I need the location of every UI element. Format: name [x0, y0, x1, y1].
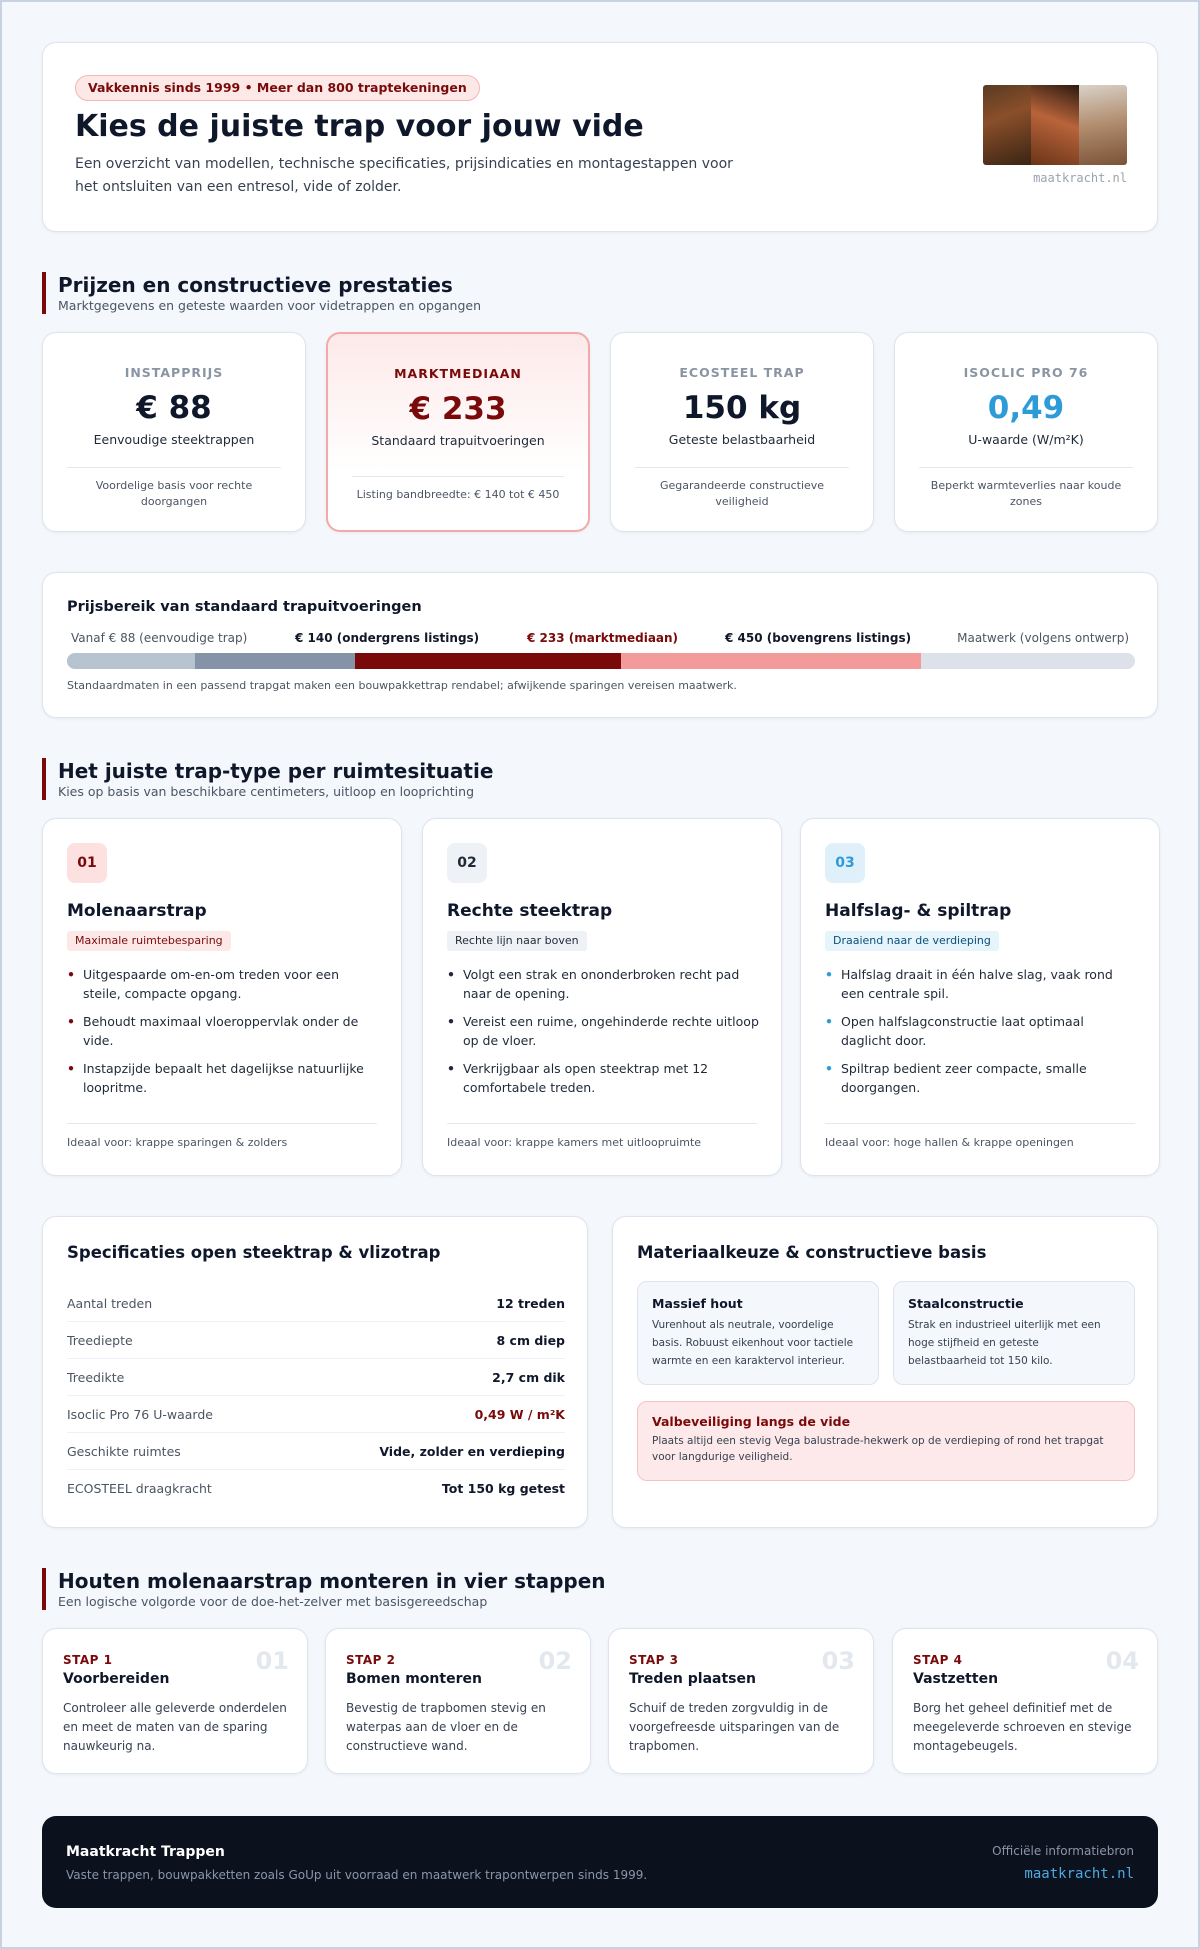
price-range-bar	[67, 653, 1135, 669]
type-title: Halfslag- & spiltrap	[825, 901, 1012, 921]
spec-value: Vide, zolder en verdieping	[379, 1443, 565, 1459]
stat-card-isoclic	[894, 332, 1158, 532]
hero-card	[42, 42, 1158, 232]
stat-caption: Eenvoudige steektrappen	[93, 432, 255, 447]
step-title: Voorbereiden	[63, 1671, 170, 1687]
warning-description: Plaats altijd een stevig Vega balustrade-hekwerk op de verdieping of rond het trapgat voor langdurige veiligheid.	[652, 1435, 1104, 1463]
step-description: Bevestig de trapbomen stevig en waterpas aan de vloer en de constructieve wand.	[346, 1701, 546, 1753]
stat-caption: Standaard trapuitvoeringen	[371, 433, 545, 448]
type-bullet-list	[447, 965, 759, 1106]
range-segment-lower	[195, 653, 355, 669]
step-title: Vastzetten	[913, 1671, 999, 1687]
type-ideal-for: Ideaal voor: krappe kamers met uitloopruimte	[447, 1136, 702, 1149]
list-item: • Volgt een strak en ononderbroken recht pad naar de opening.	[447, 965, 759, 1003]
list-item: • Uitgespaarde om-en-om treden voor een steile, compacte opgang.	[67, 965, 379, 1003]
spec-key: Aantal treden	[67, 1295, 153, 1311]
range-label-custom: Maatwerk (volgens ontwerp)	[957, 631, 1129, 645]
list-item: • Halfslag draait in één halve slag, vaak rond een centrale spil.	[825, 965, 1137, 1003]
type-title: Molenaarstrap	[67, 901, 207, 921]
stat-value: 0,49	[987, 390, 1065, 426]
divider	[352, 476, 564, 477]
type-ideal-for: Ideaal voor: krappe sparingen & zolders	[67, 1136, 288, 1149]
divider	[447, 1123, 757, 1124]
section-heading-types	[42, 758, 493, 800]
stat-note: Listing bandbreedte: € 140 tot € 450	[356, 488, 560, 501]
stat-label: ISOCLIC PRO 76	[963, 365, 1089, 380]
type-card-halfslag-spiltrap	[800, 818, 1160, 1176]
stairs-photo-panel	[983, 85, 1031, 165]
stat-note: Beperkt warmteverlies naar koude zones	[930, 479, 1122, 508]
type-title: Rechte steektrap	[447, 901, 613, 921]
table-row	[67, 1285, 565, 1322]
step-card-1	[42, 1628, 308, 1774]
table-row	[67, 1359, 565, 1396]
section-title: Prijzen en constructieve prestaties	[58, 273, 453, 297]
step-title: Treden plaatsen	[629, 1671, 756, 1687]
divider	[67, 467, 281, 468]
range-label-median: € 233 (marktmediaan)	[527, 631, 679, 645]
stat-value: € 233	[409, 391, 507, 427]
material-description: Strak en industrieel uiterlijk met een hoge stijfheid en geteste belastbaarheid tot 150 kilo.	[908, 1319, 1101, 1367]
type-tag: Draaiend naar de verdieping	[825, 931, 999, 951]
type-tag: Rechte lijn naar boven	[447, 931, 587, 951]
step-number: 02	[538, 1647, 572, 1675]
range-segment-entry	[67, 653, 195, 669]
spec-key: ECOSTEEL draagkracht	[67, 1481, 212, 1496]
hero-badge: Vakkennis sinds 1999 • Meer dan 800 traptekeningen	[75, 75, 480, 101]
step-card-3	[608, 1628, 874, 1774]
footer-brand: Maatkracht Trappen	[66, 1844, 225, 1860]
step-label: STAP 4	[913, 1653, 963, 1667]
specifications-table	[67, 1285, 565, 1507]
section-heading-prices	[42, 272, 481, 314]
stat-card-market-median	[326, 332, 590, 532]
step-label: STAP 3	[629, 1653, 679, 1667]
spec-key: Geschikte ruimtes	[67, 1443, 181, 1459]
stairs-photo	[983, 85, 1127, 165]
spec-key: Treediepte	[67, 1332, 133, 1348]
divider	[919, 467, 1133, 468]
price-range-card	[42, 572, 1158, 718]
hero-description: Een overzicht van modellen, technische specificaties, prijsindicaties en montagestappen voor het ontsluiten van een entresol, vide of zolder.	[75, 156, 733, 195]
warning-title: Valbeveiliging langs de vide	[652, 1414, 851, 1429]
step-number: 03	[821, 1647, 855, 1675]
stairs-photo-panel	[1079, 85, 1127, 165]
page-title: Kies de juiste trap voor jouw vide	[75, 109, 644, 144]
list-item: • Spiltrap bedient zeer compacte, smalle doorgangen.	[825, 1059, 1137, 1097]
table-row	[67, 1470, 565, 1507]
type-tag: Maximale ruimtebesparing	[67, 931, 231, 951]
step-title: Bomen monteren	[346, 1671, 482, 1687]
stat-note: Gegarandeerde constructieve veiligheid	[659, 479, 825, 508]
specifications-title: Specificaties open steektrap & vlizotrap	[67, 1243, 441, 1262]
stat-card-ecosteel	[610, 332, 874, 532]
type-number-badge: 03	[825, 843, 865, 883]
stat-caption: Geteste belastbaarheid	[668, 432, 816, 447]
step-number: 01	[255, 1647, 289, 1675]
spec-value: Tot 150 kg getest	[441, 1481, 565, 1496]
range-label-lower: € 140 (ondergrens listings)	[295, 631, 480, 645]
type-bullet-list	[825, 965, 1137, 1106]
list-item: • Verkrijgbaar als open steektrap met 12 comfortabele treden.	[447, 1059, 759, 1097]
material-solid-wood	[637, 1281, 879, 1385]
footer	[42, 1816, 1158, 1908]
stairs-photo-panel	[1031, 85, 1079, 165]
divider	[67, 1123, 377, 1124]
stat-value: 150 kg	[682, 390, 802, 426]
range-label-upper: € 450 (bovengrens listings)	[725, 631, 912, 645]
footer-description: Vaste trappen, bouwpakketten zoals GoUp uit voorraad en maatwerk trapontwerpen sinds 1999.	[66, 1868, 648, 1882]
list-item: • Behoudt maximaal vloeroppervlak onder de vide.	[67, 1012, 379, 1050]
table-row	[67, 1396, 565, 1433]
section-heading-steps	[42, 1568, 606, 1610]
type-number-badge: 02	[447, 843, 487, 883]
materials-card	[612, 1216, 1158, 1528]
range-title: Prijsbereik van standaard trapuitvoeringen	[67, 599, 422, 615]
step-description: Controleer alle geleverde onderdelen en meet de maten van de sparing nauwkeurig na.	[63, 1701, 287, 1753]
spec-value: 2,7 cm dik	[492, 1369, 565, 1385]
stat-caption: U-waarde (W/m²K)	[968, 432, 1084, 447]
footer-source-label: Officiële informatiebron	[992, 1844, 1134, 1858]
spec-key: Treedikte	[67, 1369, 125, 1385]
specifications-card	[42, 1216, 588, 1528]
divider	[825, 1123, 1135, 1124]
step-card-4	[892, 1628, 1158, 1774]
range-segment-median	[355, 653, 621, 669]
table-row	[67, 1433, 565, 1470]
list-item: • Instapzijde bepaalt het dagelijkse natuurlijke loopritme.	[67, 1059, 379, 1097]
footer-website-link[interactable]: maatkracht.nl	[1024, 1866, 1134, 1882]
stat-card-entry-price	[42, 332, 306, 532]
step-card-2	[325, 1628, 591, 1774]
hero-domain: maatkracht.nl	[1033, 171, 1127, 185]
material-description: Vurenhout als neutrale, voordelige basis. Robuust eikenhout voor tactiele warmte en een karaktervol interieur.	[652, 1319, 854, 1367]
materials-title: Materiaalkeuze & constructieve basis	[637, 1243, 987, 1262]
step-number: 04	[1105, 1647, 1139, 1675]
section-subtitle: Kies op basis van beschikbare centimeters, uitloop en looprichting	[58, 784, 475, 799]
section-title: Houten molenaarstrap monteren in vier stappen	[58, 1569, 606, 1593]
step-description: Borg het geheel definitief met de meegeleverde schroeven en stevige montagebeugels.	[913, 1701, 1132, 1753]
spec-value: 0,49 W / m²K	[474, 1406, 565, 1422]
material-title: Massief hout	[652, 1296, 743, 1311]
spec-value: 12 treden	[496, 1295, 565, 1311]
range-segment-upper	[621, 653, 921, 669]
spec-key: Isoclic Pro 76 U-waarde	[67, 1406, 213, 1422]
type-ideal-for: Ideaal voor: hoge hallen & krappe openingen	[825, 1136, 1074, 1149]
step-label: STAP 2	[346, 1653, 396, 1667]
divider	[635, 467, 849, 468]
stat-label: ECOSTEEL TRAP	[679, 365, 805, 380]
material-title: Staalconstructie	[908, 1296, 1024, 1311]
list-item: • Vereist een ruime, ongehinderde rechte uitloop op de vloer.	[447, 1012, 759, 1050]
type-number-badge: 01	[67, 843, 107, 883]
type-bullet-list	[67, 965, 379, 1106]
range-label-start: Vanaf € 88 (eenvoudige trap)	[71, 631, 248, 645]
range-note: Standaardmaten in een passend trapgat maken een bouwpakkettrap rendabel; afwijkende sparingen vereisen maatwerk.	[67, 679, 737, 692]
stat-label: MARKTMEDIAAN	[394, 366, 522, 381]
fall-protection-warning	[637, 1401, 1135, 1481]
stat-note: Voordelige basis voor rechte doorgangen	[95, 479, 253, 508]
section-subtitle: Marktgegevens en geteste waarden voor videtrappen en opgangen	[58, 298, 482, 313]
section-title: Het juiste trap-type per ruimtesituatie	[58, 759, 494, 783]
table-row	[67, 1322, 565, 1359]
list-item: • Open halfslagconstructie laat optimaal daglicht door.	[825, 1012, 1137, 1050]
type-card-molenaarstrap	[42, 818, 402, 1176]
type-card-rechte-steektrap	[422, 818, 782, 1176]
spec-value: 8 cm diep	[496, 1332, 565, 1348]
step-description: Schuif de treden zorgvuldig in de voorgefreesde uitsparingen van de trapbomen.	[629, 1701, 840, 1753]
section-subtitle: Een logische volgorde voor de doe-het-zelver met basisgereedschap	[58, 1594, 488, 1609]
step-label: STAP 1	[63, 1653, 113, 1667]
range-segment-custom	[921, 653, 1135, 669]
stat-label: INSTAPPRIJS	[124, 365, 224, 380]
material-steel	[893, 1281, 1135, 1385]
stat-value: € 88	[136, 390, 212, 426]
